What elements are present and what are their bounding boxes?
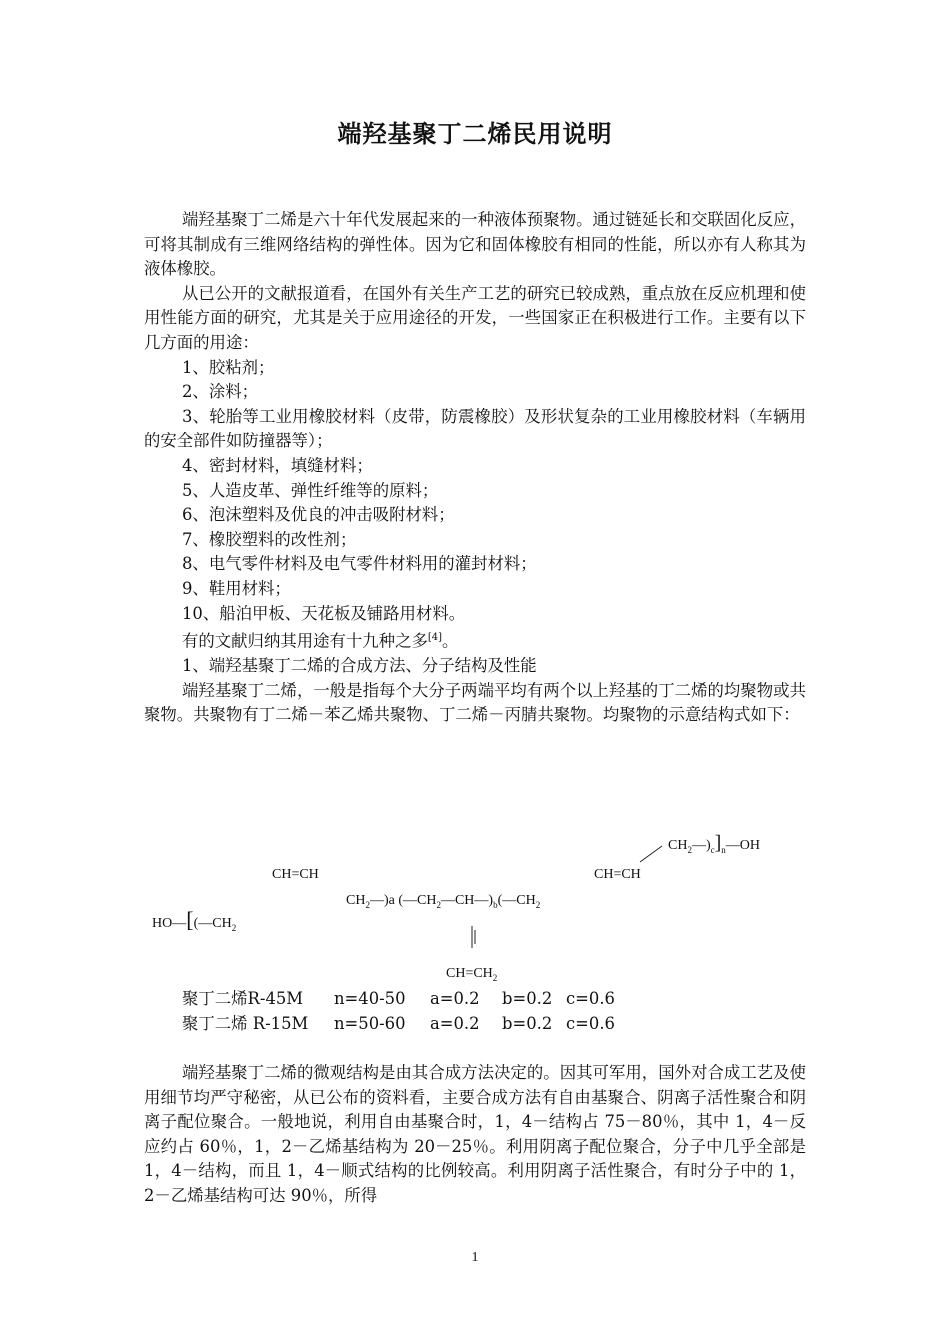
formula-text: —OH	[725, 838, 761, 853]
formula-text: (—CH	[398, 893, 437, 908]
subscript: n	[721, 844, 726, 855]
subscript: b	[493, 899, 498, 910]
usage-count-text: 有的文献归纳其用途有十九种之多	[182, 631, 428, 651]
document-body-continued	[144, 1061, 806, 1209]
formula-ho	[152, 907, 236, 933]
formula-bracket: [	[186, 907, 194, 932]
grade-b: b=0.2	[502, 1013, 553, 1033]
usage-count-end: 。	[442, 631, 459, 651]
formula-text: CH	[346, 893, 366, 908]
formula-text: (—CH	[193, 916, 232, 931]
grade-c: c=0.6	[566, 1013, 615, 1033]
formula-text: —)	[691, 838, 711, 853]
table-row	[182, 1012, 615, 1037]
grade-a: a=0.2	[430, 1013, 480, 1033]
grade-n: n=40-50	[334, 989, 406, 1008]
list-item: 7、橡胶塑料的改性剂；	[182, 529, 357, 549]
list-item: 9、鞋用材料；	[182, 578, 291, 598]
list-item: 8、电气零件材料及电气零件材料用的灌封材料；	[182, 554, 537, 574]
grade-a: a=0.2	[430, 989, 480, 1008]
section-heading: 1、端羟基聚丁二烯的合成方法、分子结构及性能	[182, 656, 537, 676]
reference-marker: [4]	[427, 632, 443, 644]
grade-name: 聚丁二烯 R-15M	[182, 1013, 309, 1033]
list-item: 6、泡沫塑料及优良的冲击吸附材料；	[182, 505, 455, 525]
bond-line	[640, 846, 662, 862]
list-item: 5、人造皮革、弹性纤维等的原料；	[182, 480, 439, 500]
formula-bracket: ]	[714, 832, 722, 854]
formula-text: CH	[668, 838, 688, 853]
subscript: 2	[436, 899, 441, 910]
grade-name: 聚丁二烯R-45M	[182, 989, 304, 1008]
page-title: 端羟基聚丁二烯民用说明	[337, 120, 613, 148]
subscript: 2	[535, 899, 541, 910]
list-item: 10、船泊甲板、天花板及铺路用材料。	[182, 603, 466, 623]
grade-b: b=0.2	[502, 989, 553, 1008]
paragraph-literature: 从已公开的文献报道看，在国外有关生产工艺的研究已较成熟，重点放在反应机理和使用性能方面的研究，尤其是关于应用途径的开发，一些国家正在积极进行工作。主要有以下几方面的用途：	[144, 283, 806, 352]
page-number: 1	[471, 1250, 479, 1265]
paragraph-intro: 端羟基聚丁二烯是六十年代发展起来的一种液体预聚物。通过链延长和交联固化反应，可将其制成有三维网络结构的弹性体。因为它和固体橡胶有相同的性能，所以亦有人称其为液体橡胶。	[144, 210, 806, 279]
list-item: 1、胶粘剂；	[182, 357, 275, 377]
subscript: 2	[365, 899, 370, 910]
table-row	[182, 987, 615, 1012]
grade-table	[182, 987, 615, 1036]
paragraph-microstructure: 端羟基聚丁二烯的微观结构是由其合成方法决定的。因其可军用，国外对合成工艺及使用细节均严守秘密，从已公布的资料看，主要合成方法有自由基聚合、阴离子活性聚合和阴离子配位聚合。一般地说，利用自由基聚合时，1，4－结构占 75－80％，其中 1，4－反应约占 60％，1，2－乙烯基结构为 20－25％。利用阴离子配位聚合，分子中几乎全部是 1，4－结构，而且 1，4－顺式结构的比例较高。利用阴离子活性聚合，有时分子中的 1，2－乙烯基结构可达 90％，所得	[144, 1063, 806, 1205]
list-item: 4、密封材料，填缝材料；	[182, 455, 373, 475]
grade-c: c=0.6	[566, 989, 615, 1008]
list-item: 3、轮胎等工业用橡胶材料（皮带，防震橡胶）及形状复杂的工业用橡胶材料（车辆用的安全部件如防撞器等）；	[144, 406, 806, 451]
formula-vinylene-right: CH=CH	[594, 867, 641, 882]
formula-text: HO—	[152, 916, 187, 931]
subscript: 2	[687, 844, 692, 855]
subscript: 2	[231, 922, 237, 933]
formula-text: (—CH	[497, 893, 536, 908]
list-item: 2、涂料；	[182, 382, 258, 402]
formula-end-group	[668, 832, 760, 855]
formula-main-chain	[346, 893, 540, 910]
formula-vinylene-left: CH=CH	[272, 867, 319, 882]
grade-n: n=50-60	[334, 1013, 406, 1033]
document-body	[144, 208, 806, 728]
subscript: c	[710, 844, 715, 855]
formula-text: CH=CH	[446, 966, 493, 981]
paragraph-definition: 端羟基聚丁二烯，一般是指每个大分子两端平均有两个以上羟基的丁二烯的均聚物或共聚物。共聚物有丁二烯－苯乙烯共聚物、丁二烯－丙腈共聚物。均聚物的示意结构式如下：	[144, 680, 806, 725]
formula-text: —CH—)	[440, 893, 494, 908]
formula-text: —)a	[369, 893, 395, 908]
formula-vinyl	[446, 966, 497, 983]
paragraph-usage-count	[144, 626, 806, 654]
subscript: 2	[492, 972, 498, 983]
